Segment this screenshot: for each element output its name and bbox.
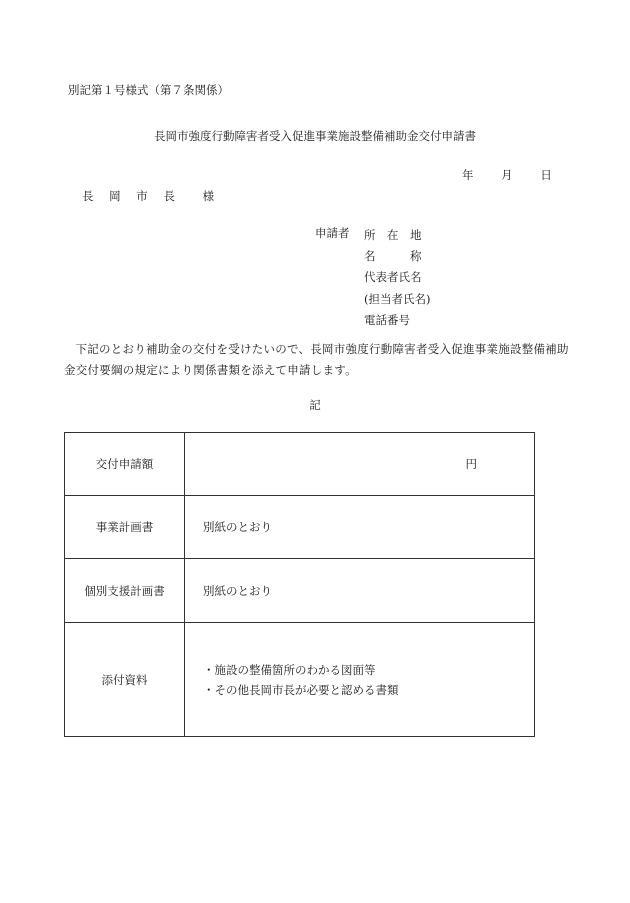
label-business-plan: 事業計画書 [65,496,185,559]
field-contact-person: (担当者氏名) [364,291,431,306]
applicant-fields [364,225,430,331]
addressee-name: 長 岡 市 長 [82,189,181,203]
label-amount: 交付申請額 [65,433,185,496]
field-representative: 代表者氏名 [364,270,422,285]
table-row-attachments [65,623,535,737]
list-item: ・その他長岡市長が必要と認める書類 [203,682,399,697]
field-name: 名 称 [364,249,422,264]
field-address: 所 在 地 [364,228,422,242]
form-number: 別記第１号様式（第７条関係） [68,83,229,97]
table-row-amount [65,433,535,496]
yen-unit: 円 [465,457,477,471]
table-row-business-plan [65,496,535,559]
value-business-plan: 別紙のとおり [185,496,535,559]
date-year: 年 [462,168,474,182]
value-amount [185,433,535,496]
table-row-support-plan [65,559,535,623]
addressee-honorific: 様 [202,189,221,203]
application-table [64,432,535,737]
date-line [462,167,552,183]
label-attachments: 添付資料 [65,623,185,737]
date-day: 日 [540,168,552,182]
addressee [82,188,220,204]
ki-heading: 記 [309,398,321,412]
label-support-plan: 個別支援計画書 [65,559,185,623]
body-text: 下記のとおり補助金の交付を受けたいので、長岡市強度行動障害者受入促進事業施設整備補助金交付要綱の規定により関係書類を添えて申請します。 [64,342,569,377]
document-title: 長岡市強度行動障害者受入促進事業施設整備補助金交付申請書 [154,129,476,143]
value-support-plan: 別紙のとおり [185,559,535,623]
field-phone: 電話番号 [364,312,410,327]
list-item: ・施設の整備箇所のわかる図面等 [203,662,376,677]
date-month: 月 [501,168,513,182]
applicant-label: 申請者 [315,226,350,240]
value-attachments [185,623,535,737]
